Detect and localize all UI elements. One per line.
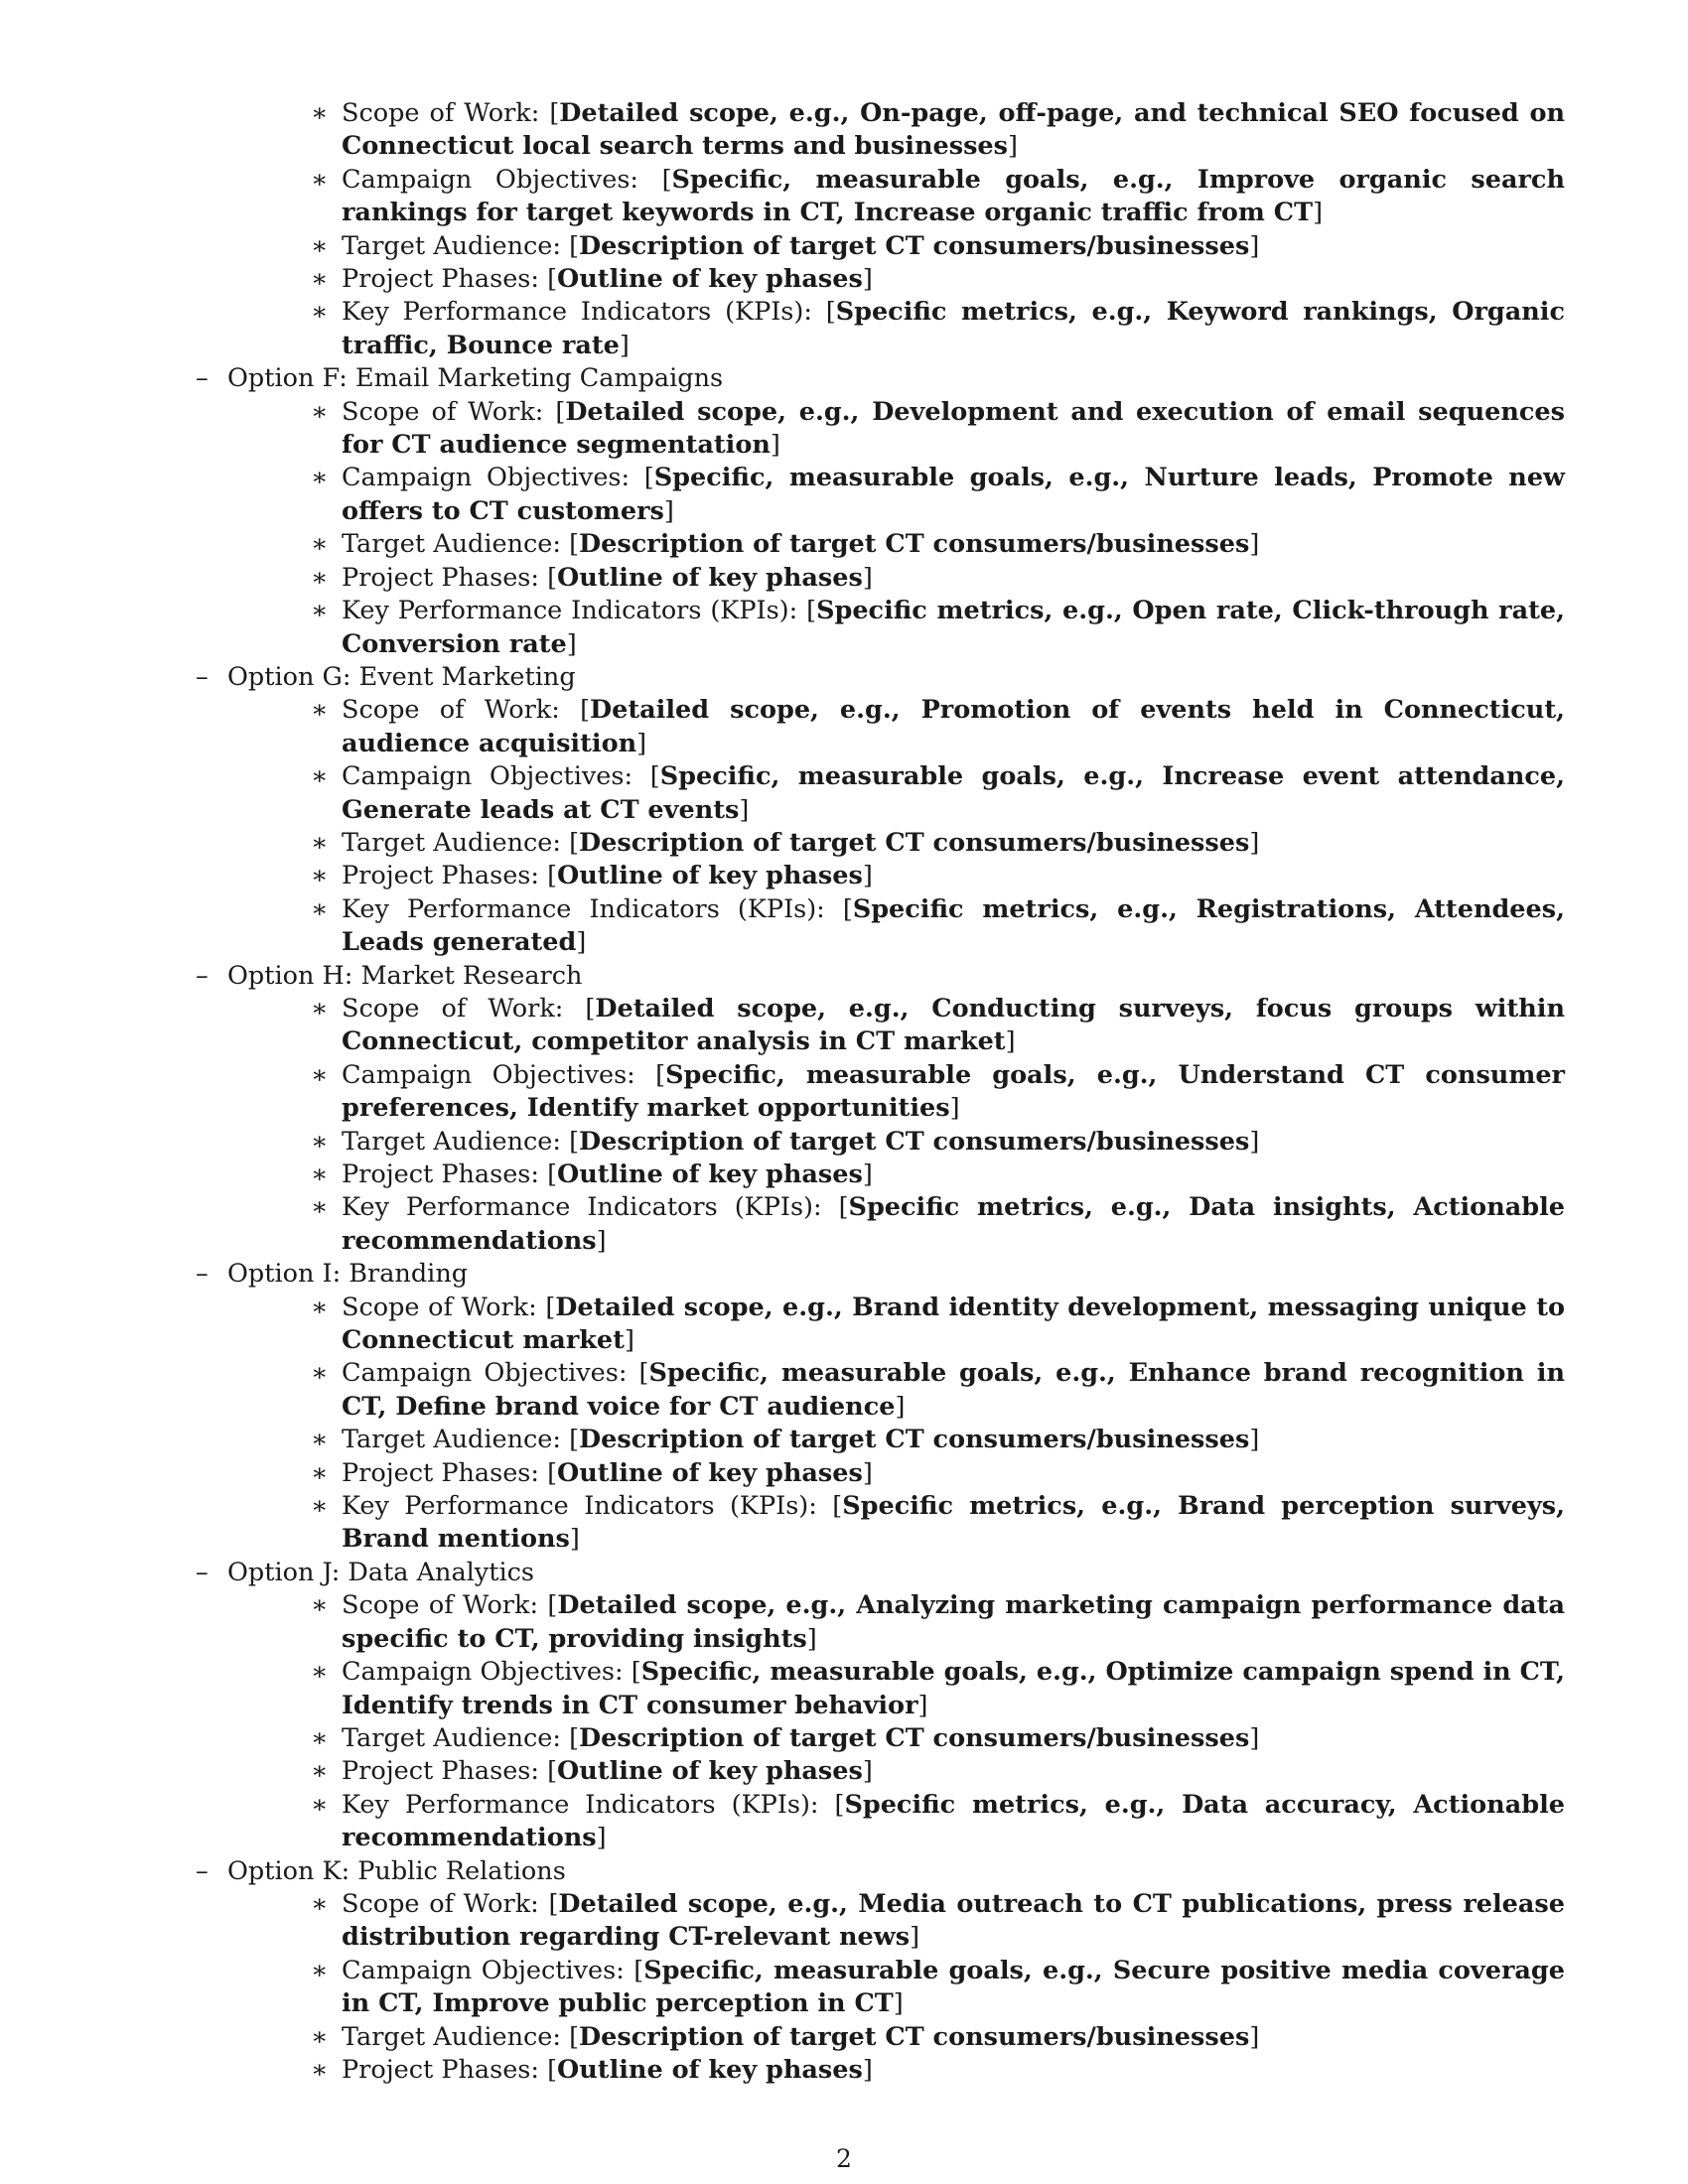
detail-item bbox=[254, 1789, 1565, 1855]
option-title: Option J: Data Analytics bbox=[227, 1557, 534, 1587]
detail-item bbox=[254, 396, 1565, 463]
detail-item bbox=[254, 993, 1565, 1059]
item-value: Specific metrics, e.g., Data insights, Actionable recommendations bbox=[342, 1192, 1565, 1256]
close-bracket: ] bbox=[663, 495, 674, 526]
open-bracket: [ bbox=[633, 1955, 644, 1985]
option-heading bbox=[191, 960, 1588, 993]
item-value: Outline of key phases bbox=[557, 1457, 863, 1488]
close-bracket: ] bbox=[1005, 1026, 1016, 1057]
item-value: Description of target CT consumers/businesses bbox=[579, 1722, 1250, 1753]
open-bracket: [ bbox=[569, 529, 580, 560]
close-bracket: ] bbox=[576, 927, 587, 958]
item-value: Description of target CT consumers/businesses bbox=[579, 2021, 1250, 2052]
open-bracket: [ bbox=[838, 1192, 849, 1223]
item-label: Campaign Objectives: bbox=[342, 1955, 634, 1985]
detail-item bbox=[254, 1159, 1565, 1191]
detail-item bbox=[254, 1955, 1565, 2021]
close-bracket: ] bbox=[917, 1690, 928, 1720]
detail-item bbox=[254, 1357, 1565, 1424]
asterisk-bullet: ∗ bbox=[311, 1160, 329, 1189]
asterisk-bullet: ∗ bbox=[311, 827, 329, 858]
item-value: Specific, measurable goals, e.g., Increase event attendance, Generate leads at CT events bbox=[342, 761, 1566, 825]
open-bracket: [ bbox=[547, 1590, 558, 1621]
item-value: Outline of key phases bbox=[557, 2054, 863, 2085]
item-value: Description of target CT consumers/businesses bbox=[579, 827, 1250, 858]
open-bracket: [ bbox=[631, 1657, 641, 1688]
close-bracket: ] bbox=[1249, 1126, 1260, 1157]
open-bracket: [ bbox=[649, 761, 660, 792]
detail-item bbox=[254, 562, 1565, 595]
detail-item bbox=[254, 528, 1565, 561]
dash-bullet: – bbox=[196, 960, 209, 991]
open-bracket: [ bbox=[547, 264, 558, 295]
asterisk-bullet: ∗ bbox=[311, 1292, 329, 1322]
close-bracket: ] bbox=[1249, 1425, 1260, 1455]
asterisk-bullet: ∗ bbox=[311, 1657, 329, 1688]
item-label: Key Performance Indicators (KPIs): bbox=[342, 297, 826, 328]
item-value: Outline of key phases bbox=[557, 861, 863, 891]
close-bracket: ] bbox=[739, 794, 750, 825]
item-label: Campaign Objectives: bbox=[342, 1059, 656, 1090]
item-label: Target Audience: bbox=[342, 2021, 570, 2052]
open-bracket: [ bbox=[569, 1722, 580, 1753]
item-value: Detailed scope, e.g., Conducting surveys, focus groups within Connecticut, competitor analysis in CT market bbox=[342, 993, 1565, 1057]
open-bracket: [ bbox=[569, 1425, 580, 1455]
open-bracket: [ bbox=[643, 463, 654, 493]
detail-item bbox=[254, 164, 1565, 230]
item-label: Key Performance Indicators (KPIs): bbox=[342, 1491, 833, 1522]
close-bracket: ] bbox=[862, 861, 873, 891]
detail-item bbox=[254, 1490, 1565, 1557]
item-label: Campaign Objectives: bbox=[342, 463, 644, 493]
item-label: Target Audience: bbox=[342, 1722, 570, 1753]
option-title: Option H: Market Research bbox=[227, 960, 583, 991]
open-bracket: [ bbox=[547, 1457, 558, 1488]
option-title: Option I: Branding bbox=[227, 1259, 469, 1290]
detail-item bbox=[254, 1656, 1565, 1722]
close-bracket: ] bbox=[596, 1823, 607, 1853]
item-label: Scope of Work: bbox=[342, 1590, 548, 1621]
item-value: Description of target CT consumers/businesses bbox=[579, 1425, 1250, 1455]
item-label: Campaign Objectives: bbox=[342, 1358, 639, 1389]
open-bracket: [ bbox=[569, 2021, 580, 2052]
item-value: Specific metrics, e.g., Brand perception surveys, Brand mentions bbox=[342, 1491, 1565, 1555]
open-bracket: [ bbox=[655, 1059, 666, 1090]
close-bracket: ] bbox=[596, 1225, 607, 1256]
open-bracket: [ bbox=[547, 1160, 558, 1189]
asterisk-bullet: ∗ bbox=[311, 1425, 329, 1455]
item-value: Specific, measurable goals, e.g., Enhance brand recognition in CT, Define brand voice for CT audience bbox=[342, 1358, 1565, 1422]
item-label: Key Performance Indicators (KPIs): bbox=[342, 1192, 839, 1223]
asterisk-bullet: ∗ bbox=[311, 396, 329, 427]
item-value: Description of target CT consumers/businesses bbox=[579, 529, 1250, 560]
asterisk-bullet: ∗ bbox=[311, 1457, 329, 1488]
close-bracket: ] bbox=[862, 1160, 873, 1189]
item-label: Target Audience: bbox=[342, 1425, 570, 1455]
asterisk-bullet: ∗ bbox=[311, 695, 329, 726]
close-bracket: ] bbox=[569, 1524, 580, 1555]
open-bracket: [ bbox=[547, 861, 558, 891]
close-bracket: ] bbox=[895, 1391, 906, 1422]
asterisk-bullet: ∗ bbox=[311, 2054, 329, 2085]
item-label: Key Performance Indicators (KPIs): bbox=[342, 596, 807, 626]
item-value: Specific, measurable goals, e.g., Understand CT consumer preferences, Identify market opportunities bbox=[342, 1059, 1565, 1124]
item-value: Outline of key phases bbox=[557, 1160, 863, 1189]
option-heading bbox=[191, 1855, 1588, 1888]
asterisk-bullet: ∗ bbox=[311, 1491, 329, 1522]
item-value: Detailed scope, e.g., Promotion of events held in Connecticut, audience acquisition bbox=[342, 695, 1565, 758]
item-label: Project Phases: bbox=[342, 264, 548, 295]
option-title: Option K: Public Relations bbox=[227, 1855, 566, 1886]
close-bracket: ] bbox=[770, 430, 780, 461]
detail-item bbox=[254, 2054, 1565, 2087]
open-bracket: [ bbox=[585, 993, 596, 1024]
detail-item bbox=[254, 462, 1565, 528]
dash-bullet: – bbox=[196, 1855, 209, 1886]
close-bracket: ] bbox=[1249, 230, 1260, 261]
close-bracket: ] bbox=[1249, 529, 1260, 560]
asterisk-bullet: ∗ bbox=[311, 562, 329, 593]
item-value: Specific metrics, e.g., Keyword rankings, Organic traffic, Bounce rate bbox=[342, 297, 1565, 360]
asterisk-bullet: ∗ bbox=[311, 893, 329, 924]
item-value: Specific, measurable goals, e.g., Nurture leads, Promote new offers to CT customers bbox=[342, 463, 1565, 526]
asterisk-bullet: ∗ bbox=[311, 1059, 329, 1090]
item-value: Detailed scope, e.g., Development and execution of email sequences for CT audience segmentation bbox=[342, 396, 1565, 461]
detail-item bbox=[254, 2021, 1565, 2054]
asterisk-bullet: ∗ bbox=[311, 1590, 329, 1621]
open-bracket: [ bbox=[638, 1358, 649, 1389]
detail-item bbox=[254, 893, 1565, 960]
item-label: Key Performance Indicators (KPIs): bbox=[342, 1789, 835, 1820]
item-label: Scope of Work: bbox=[342, 993, 586, 1024]
item-value: Detailed scope, e.g., On-page, off-page, and technical SEO focused on Connecticut local search terms and businesses bbox=[342, 98, 1565, 162]
item-value: Detailed scope, e.g., Media outreach to CT publications, press release distribution regarding CT-relevant news bbox=[342, 1888, 1565, 1953]
close-bracket: ] bbox=[1008, 131, 1018, 162]
dash-bullet: – bbox=[196, 1557, 209, 1587]
open-bracket: [ bbox=[661, 164, 672, 195]
detail-item bbox=[254, 263, 1565, 296]
close-bracket: ] bbox=[862, 562, 873, 593]
item-value: Specific metrics, e.g., Registrations, Attendees, Leads generated bbox=[342, 893, 1565, 958]
asterisk-bullet: ∗ bbox=[311, 861, 329, 891]
item-value: Specific metrics, e.g., Open rate, Click-through rate, Conversion rate bbox=[342, 596, 1565, 659]
detail-item bbox=[254, 1888, 1565, 1955]
close-bracket: ] bbox=[806, 1623, 817, 1654]
open-bracket: [ bbox=[547, 562, 558, 593]
item-value: Specific, measurable goals, e.g., Secure positive media coverage in CT, Improve public perception in CT bbox=[342, 1955, 1565, 2019]
detail-item bbox=[254, 1589, 1565, 1656]
asterisk-bullet: ∗ bbox=[311, 1358, 329, 1389]
dash-bullet: – bbox=[196, 661, 209, 692]
detail-item bbox=[254, 1191, 1565, 1258]
detail-item bbox=[254, 1457, 1565, 1490]
close-bracket: ] bbox=[1249, 827, 1260, 858]
detail-item bbox=[254, 230, 1565, 263]
item-label: Scope of Work: bbox=[342, 1888, 549, 1919]
item-label: Key Performance Indicators (KPIs): bbox=[342, 893, 843, 924]
page-number: 2 bbox=[836, 2144, 852, 2173]
asterisk-bullet: ∗ bbox=[311, 1722, 329, 1753]
asterisk-bullet: ∗ bbox=[311, 529, 329, 560]
open-bracket: [ bbox=[547, 1756, 558, 1787]
item-label: Target Audience: bbox=[342, 827, 570, 858]
detail-item bbox=[254, 296, 1565, 362]
close-bracket: ] bbox=[862, 1756, 873, 1787]
item-value: Detailed scope, e.g., Analyzing marketing campaign performance data specific to CT, providing insights bbox=[342, 1590, 1565, 1654]
detail-item bbox=[254, 97, 1565, 164]
detail-item bbox=[254, 1126, 1565, 1159]
open-bracket: [ bbox=[548, 1888, 559, 1919]
detail-item bbox=[254, 860, 1565, 892]
close-bracket: ] bbox=[862, 1457, 873, 1488]
item-label: Project Phases: bbox=[342, 1457, 548, 1488]
item-value: Outline of key phases bbox=[557, 264, 863, 295]
close-bracket: ] bbox=[636, 728, 647, 758]
open-bracket: [ bbox=[842, 893, 853, 924]
open-bracket: [ bbox=[555, 396, 566, 427]
close-bracket: ] bbox=[862, 264, 873, 295]
item-value: Specific metrics, e.g., Data accuracy, Actionable recommendations bbox=[342, 1789, 1565, 1853]
item-label: Project Phases: bbox=[342, 1756, 548, 1787]
detail-item bbox=[254, 760, 1565, 827]
open-bracket: [ bbox=[547, 2054, 558, 2085]
asterisk-bullet: ∗ bbox=[311, 761, 329, 792]
item-label: Scope of Work: bbox=[342, 396, 556, 427]
close-bracket: ] bbox=[1249, 2021, 1260, 2052]
detail-item bbox=[254, 1292, 1565, 1358]
asterisk-bullet: ∗ bbox=[311, 1126, 329, 1157]
asterisk-bullet: ∗ bbox=[311, 264, 329, 295]
item-value: Outline of key phases bbox=[557, 1756, 863, 1787]
asterisk-bullet: ∗ bbox=[311, 297, 329, 328]
item-label: Project Phases: bbox=[342, 861, 548, 891]
item-value: Detailed scope, e.g., Brand identity development, messaging unique to Connecticut market bbox=[342, 1292, 1565, 1356]
item-label: Target Audience: bbox=[342, 1126, 570, 1157]
asterisk-bullet: ∗ bbox=[311, 1756, 329, 1787]
option-heading bbox=[191, 1258, 1588, 1291]
item-label: Campaign Objectives: bbox=[342, 761, 650, 792]
close-bracket: ] bbox=[566, 628, 577, 659]
option-title: Option G: Event Marketing bbox=[227, 661, 576, 692]
item-label: Target Audience: bbox=[342, 529, 570, 560]
item-value: Specific, measurable goals, e.g., Improve organic search rankings for target keywords in CT, Increase organic traffic from CT bbox=[342, 164, 1566, 228]
item-label: Project Phases: bbox=[342, 1160, 548, 1189]
item-value: Description of target CT consumers/businesses bbox=[579, 230, 1250, 261]
detail-item bbox=[254, 1755, 1565, 1788]
item-label: Scope of Work: bbox=[342, 98, 550, 128]
close-bracket: ] bbox=[1249, 1722, 1260, 1753]
asterisk-bullet: ∗ bbox=[311, 230, 329, 261]
close-bracket: ] bbox=[949, 1093, 960, 1124]
item-label: Target Audience: bbox=[342, 230, 570, 261]
detail-item bbox=[254, 694, 1565, 760]
detail-item bbox=[254, 1722, 1565, 1755]
open-bracket: [ bbox=[580, 695, 591, 726]
open-bracket: [ bbox=[549, 98, 560, 128]
asterisk-bullet: ∗ bbox=[311, 1192, 329, 1223]
close-bracket: ] bbox=[624, 1325, 634, 1356]
open-bracket: [ bbox=[834, 1789, 845, 1820]
item-value: Description of target CT consumers/businesses bbox=[579, 1126, 1250, 1157]
asterisk-bullet: ∗ bbox=[311, 993, 329, 1024]
close-bracket: ] bbox=[910, 1922, 920, 1953]
option-heading bbox=[191, 1557, 1588, 1589]
nested-option-list bbox=[191, 97, 1588, 2087]
option-title: Option F: Email Marketing Campaigns bbox=[227, 363, 724, 394]
open-bracket: [ bbox=[569, 827, 580, 858]
asterisk-bullet: ∗ bbox=[311, 463, 329, 493]
asterisk-bullet: ∗ bbox=[311, 1955, 329, 1985]
item-label: Scope of Work: bbox=[342, 1292, 546, 1322]
detail-item bbox=[254, 1424, 1565, 1456]
asterisk-bullet: ∗ bbox=[311, 98, 329, 128]
dash-bullet: – bbox=[196, 1259, 209, 1290]
close-bracket: ] bbox=[893, 1988, 904, 2019]
option-heading bbox=[191, 661, 1588, 694]
item-value: Outline of key phases bbox=[557, 562, 863, 593]
open-bracket: [ bbox=[832, 1491, 843, 1522]
asterisk-bullet: ∗ bbox=[311, 2021, 329, 2052]
detail-item bbox=[254, 595, 1565, 661]
open-bracket: [ bbox=[806, 596, 817, 626]
detail-item bbox=[254, 1059, 1565, 1126]
asterisk-bullet: ∗ bbox=[311, 596, 329, 626]
open-bracket: [ bbox=[569, 1126, 580, 1157]
item-value: Specific, measurable goals, e.g., Optimize campaign spend in CT, Identify trends in CT consumer behavior bbox=[342, 1657, 1565, 1720]
item-label: Scope of Work: bbox=[342, 695, 581, 726]
open-bracket: [ bbox=[545, 1292, 556, 1322]
item-label: Campaign Objectives: bbox=[342, 164, 662, 195]
item-label: Project Phases: bbox=[342, 2054, 548, 2085]
asterisk-bullet: ∗ bbox=[311, 164, 329, 195]
detail-item bbox=[254, 827, 1565, 860]
open-bracket: [ bbox=[825, 297, 836, 328]
item-label: Campaign Objectives: bbox=[342, 1657, 632, 1688]
item-label: Project Phases: bbox=[342, 562, 548, 593]
asterisk-bullet: ∗ bbox=[311, 1888, 329, 1919]
option-heading bbox=[191, 362, 1588, 395]
close-bracket: ] bbox=[862, 2054, 873, 2085]
close-bracket: ] bbox=[1313, 198, 1324, 228]
asterisk-bullet: ∗ bbox=[311, 1789, 329, 1820]
close-bracket: ] bbox=[619, 330, 630, 360]
open-bracket: [ bbox=[569, 230, 580, 261]
dash-bullet: – bbox=[196, 363, 209, 394]
